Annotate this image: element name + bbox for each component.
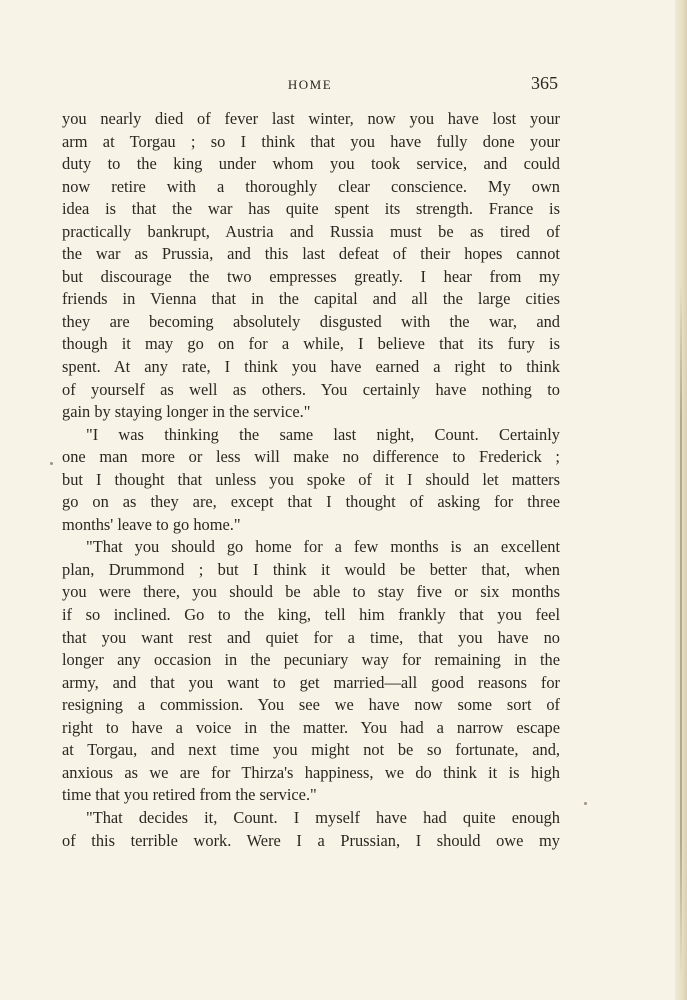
text-line: gain by staying longer in the service." (62, 402, 311, 422)
text-line: the war as Prussia, and this last defeat of their hopes cannot (62, 244, 560, 264)
text-line: time that you retired from the service." (62, 785, 317, 805)
text-line: arm at Torgau ; so I think that you have fully done your (62, 131, 560, 151)
page-number: 365 (531, 73, 558, 93)
text-line: of this terrible work. Were I a Prussian, I should owe my (62, 830, 560, 850)
paper-speck (584, 802, 587, 805)
text-line: if so inclined. Go to the king, tell him frankly that you feel (62, 605, 560, 625)
text-line: months' leave to go home." (62, 514, 241, 534)
text-line: that you want rest and quiet for a time, that you have no (62, 627, 560, 647)
text-line: of yourself as well as others. You certainly have nothing to (62, 379, 560, 399)
page-header (62, 73, 558, 95)
text-line: you were there, you should be able to stay five or six months (62, 582, 560, 602)
page-edge-shadow (680, 280, 682, 980)
text-line: plan, Drummond ; but I think it would be better that, when (62, 559, 560, 579)
text-line: though it may go on for a while, I believe that its fury is (62, 334, 560, 354)
text-line: resigning a commission. You see we have now some sort of (62, 695, 560, 715)
text-line: go on as they are, except that I thought of asking for three (62, 492, 560, 512)
text-line: spent. At any rate, I think you have earned a right to think (62, 357, 560, 377)
body-text (62, 108, 560, 852)
paper-speck (50, 462, 53, 465)
text-line: friends in Vienna that in the capital and all the large cities (62, 289, 560, 309)
text-line: at Torgau, and next time you might not be so fortunate, and, (62, 740, 560, 760)
text-line: right to have a voice in the matter. You had a narrow escape (62, 717, 560, 737)
running-head: HOME (287, 77, 333, 92)
text-line: "That you should go home for a few months is an excellent (86, 537, 560, 557)
text-line: "I was thinking the same last night, Count. Certainly (86, 424, 560, 444)
text-line: but discourage the two empresses greatly. I hear from my (62, 266, 560, 286)
text-line: you nearly died of fever last winter, now you have lost your (62, 109, 560, 128)
text-line: one man more or less will make no difference to Frederick ; (62, 447, 560, 467)
text-line: practically bankrupt, Austria and Russia must be as tired of (62, 221, 560, 241)
text-line: anxious as we are for Thirza's happiness, we do think it is high (62, 762, 560, 782)
text-line: duty to the king under whom you took service, and could (62, 154, 560, 174)
text-line: they are becoming absolutely disgusted with the war, and (62, 311, 560, 331)
text-line: longer any occasion in the pecuniary way for remaining in the (62, 650, 560, 670)
text-line: idea is that the war has quite spent its strength. France is (62, 199, 560, 219)
text-line: "That decides it, Count. I myself have had quite enough (86, 807, 560, 827)
text-line: now retire with a thoroughly clear conscience. My own (62, 176, 560, 196)
text-line: but I thought that unless you spoke of it I should let matters (62, 469, 560, 489)
text-line: army, and that you want to get married—all good reasons for (62, 672, 560, 692)
